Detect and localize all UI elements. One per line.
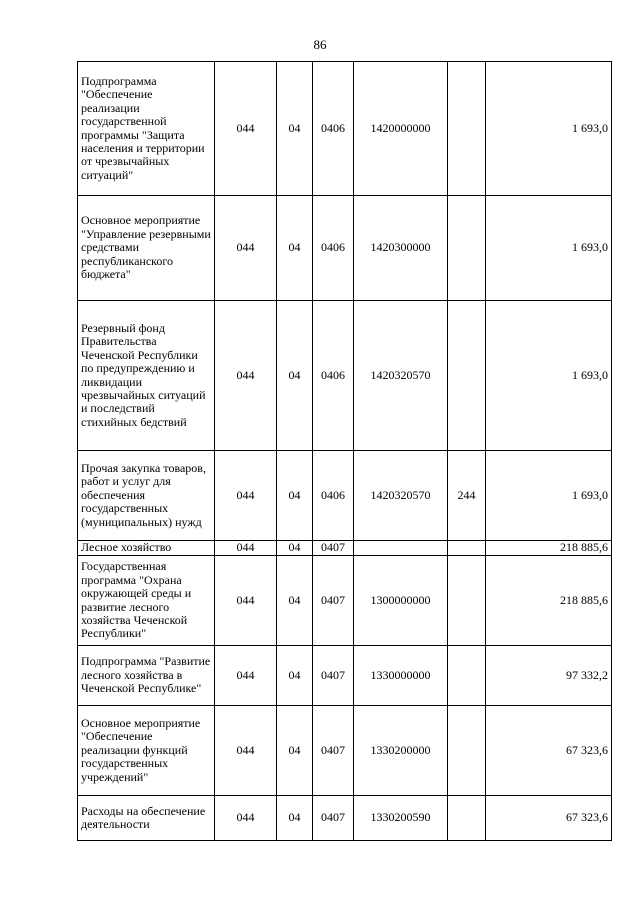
- section-code: 04: [277, 301, 313, 451]
- section-code: 04: [277, 62, 313, 196]
- section-code: 04: [277, 706, 313, 796]
- expense-code: 244: [448, 451, 486, 541]
- table-row: [78, 646, 612, 706]
- section-code: 04: [277, 556, 313, 646]
- amount: 67 323,6: [486, 706, 612, 796]
- row-name: Расходы на обеспечение деятельности: [78, 796, 215, 841]
- table-row: [78, 556, 612, 646]
- target-code: 1420320570: [354, 451, 448, 541]
- section-code: 04: [277, 541, 313, 556]
- table-row: [78, 451, 612, 541]
- amount: 218 885,6: [486, 541, 612, 556]
- subsection-code: 0407: [313, 646, 354, 706]
- expense-code: [448, 62, 486, 196]
- expense-code: [448, 646, 486, 706]
- section-code: 04: [277, 796, 313, 841]
- target-code: 1420300000: [354, 196, 448, 301]
- row-name: Основное мероприятие "Управление резервными средствами республиканского бюджета": [78, 196, 215, 301]
- expense-code: [448, 541, 486, 556]
- expense-code: [448, 706, 486, 796]
- table-row: [78, 706, 612, 796]
- subsection-code: 0406: [313, 196, 354, 301]
- table-row: [78, 196, 612, 301]
- subsection-code: 0406: [313, 451, 354, 541]
- ministry-code: 044: [215, 556, 277, 646]
- budget-table: [77, 61, 612, 841]
- ministry-code: 044: [215, 451, 277, 541]
- ministry-code: 044: [215, 196, 277, 301]
- target-code: 1330000000: [354, 646, 448, 706]
- target-code: 1330200590: [354, 796, 448, 841]
- page-number: 86: [313, 37, 327, 52]
- ministry-code: 044: [215, 62, 277, 196]
- section-code: 04: [277, 196, 313, 301]
- expense-code: [448, 556, 486, 646]
- target-code: 1330200000: [354, 706, 448, 796]
- amount: 67 323,6: [486, 796, 612, 841]
- table-row: [78, 541, 612, 556]
- table-row: [78, 796, 612, 841]
- expense-code: [448, 796, 486, 841]
- subsection-code: 0407: [313, 541, 354, 556]
- table-row: [78, 62, 612, 196]
- expense-code: [448, 301, 486, 451]
- ministry-code: 044: [215, 706, 277, 796]
- amount: 218 885,6: [486, 556, 612, 646]
- row-name: Лесное хозяйство: [78, 541, 215, 556]
- subsection-code: 0407: [313, 706, 354, 796]
- ministry-code: 044: [215, 796, 277, 841]
- subsection-code: 0407: [313, 796, 354, 841]
- row-name: Прочая закупка товаров, работ и услуг для обеспечения государственных (муниципальных) нужд: [78, 451, 215, 541]
- subsection-code: 0406: [313, 301, 354, 451]
- row-name: Резервный фонд Правительства Чеченской Республики по предупреждению и ликвидации чрезвычайных ситуаций и последствий стихийных бедствий: [78, 301, 215, 451]
- row-name: Основное мероприятие "Обеспечение реализации функций государственных учреждений": [78, 706, 215, 796]
- table-row: [78, 301, 612, 451]
- amount: 1 693,0: [486, 451, 612, 541]
- target-code: 1300000000: [354, 556, 448, 646]
- amount: 1 693,0: [486, 62, 612, 196]
- ministry-code: 044: [215, 646, 277, 706]
- row-name: Государственная программа "Охрана окружающей среды и развитие лесного хозяйства Чеченской Республики": [78, 556, 215, 646]
- subsection-code: 0406: [313, 62, 354, 196]
- target-code: [354, 541, 448, 556]
- amount: 1 693,0: [486, 301, 612, 451]
- target-code: 1420000000: [354, 62, 448, 196]
- section-code: 04: [277, 646, 313, 706]
- ministry-code: 044: [215, 301, 277, 451]
- amount: 97 332,2: [486, 646, 612, 706]
- subsection-code: 0407: [313, 556, 354, 646]
- target-code: 1420320570: [354, 301, 448, 451]
- row-name: Подпрограмма "Развитие лесного хозяйства в Чеченской Республике": [78, 646, 215, 706]
- amount: 1 693,0: [486, 196, 612, 301]
- ministry-code: 044: [215, 541, 277, 556]
- section-code: 04: [277, 451, 313, 541]
- row-name: Подпрограмма "Обеспечение реализации государственной программы "Защита населения и территории от чрезвычайных ситуаций": [78, 62, 215, 196]
- expense-code: [448, 196, 486, 301]
